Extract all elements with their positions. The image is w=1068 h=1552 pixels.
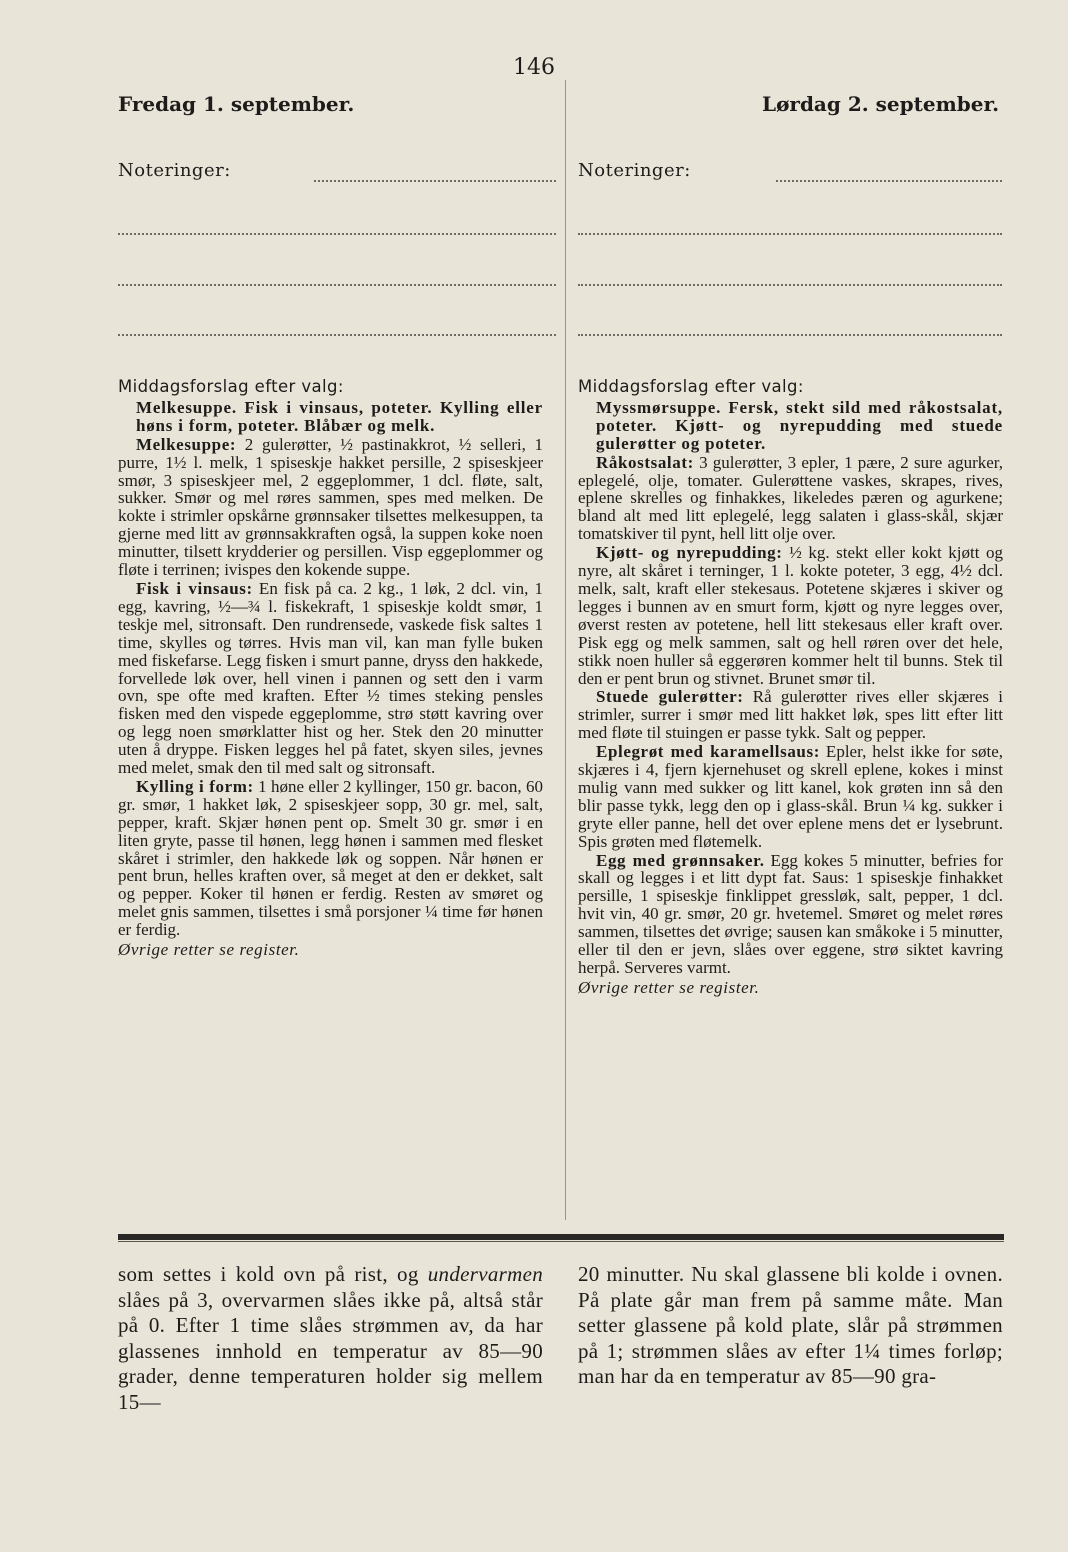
dish-list: Melkesuppe. Fisk i vinsaus, poteter. Kylling eller høns i form, poteter. Blåbær og melk. (136, 397, 543, 435)
recipe-text: 3 gulerøtter, 3 epler, 1 pære, 2 sure agurker, eplegelé, olje, tomater. Gulerøttene vaskes, skrapes, rives, eplene skrelles og finhakkes, likeledes pæren og agurkene; bland alt med litt eplegelé, legg salaten i glass-skål, skjær tomatskiver til pynt, hell litt olje over. (578, 452, 1003, 544)
horizontal-rule (118, 1234, 1004, 1240)
recipe-kylling-i-form (118, 778, 543, 939)
recipe-stuede-gulerotter (578, 688, 1003, 742)
day-title-friday: Fredag 1. september. (118, 92, 355, 116)
recipe-label: Kylling i form: (136, 776, 254, 796)
horizontal-rule-thin (118, 1241, 1004, 1242)
bottom-text-left (118, 1262, 543, 1415)
recipe-text: Epler, helst ikke for søte, skjæres i 4, fjern kjernehuset og skrell eplene, kokes i minst mulig vann med sukker og litt kanel, kok grøten inn så den blir passe tykk, legg den op i glass-skål. Brun ¼ kg. sukker i gryte eller panne, hell det over eplene mens det er lysebrunt. Spis grøten med fløtemelk. (578, 742, 1004, 851)
bottom-right-text: 20 minutter. Nu skal glassene bli kolde i ovnen. På plate går man frem på samme måte. Man setter glassene på kold plate, slår på strømmen på 1; strømmen slåes av efter 1¼ times forløp; man har da en temperatur av 85—90 gra- (578, 1262, 1003, 1388)
recipe-egg-med-gronnsaker (578, 852, 1003, 977)
recipe-rakostsalat (578, 454, 1003, 544)
recipe-label: Egg med grønnsaker. (596, 850, 765, 870)
notes-label: Noteringer: (118, 160, 231, 181)
recipe-label: Råkostsalat: (596, 452, 694, 472)
notes-line (578, 334, 1002, 336)
recipe-text: 2 gulerøtter, ½ pastinakkrot, ½ selleri, 1 purre, 1½ l. melk, 1 spiseskje hakket persille, 2 spiseskjeer smør, 3 spiseskjeer mel, 2 eggeplommer, 1 dcl. fløte, salt, sukker. Smør og mel røres sammen, spes med melken. De kokte i strimler opskårne grønnsaker tilsettes melkesuppen, ta gjerne med litt av grønnsakkraften også, la suppen koke noen minutter, tilsett krydderier og persillen. Visp eggeplommer og fløte i terrinen; ivispes den kokende suppe. (118, 434, 543, 580)
notes-line (776, 180, 1002, 182)
recipe-label: Fisk i vinsaus: (136, 578, 253, 598)
recipe-kjott-og-nyrepudding (578, 544, 1003, 687)
recipe-text: ½ kg. stekt eller kokt kjøtt og nyre, alt skåret i terninger, 1 l. kokte poteter, 3 egg, 4½ dcl. melk, salt, kraft eller stekesaus. Potetene skjæres i skiver og legges i bunnen av en smurt form, kjøtt og nyre legges over, øverst resten av potetene, hell litt stekesaus eller kraft over. Pisk egg og melk sammen, salt og hell røren over det hele, stikk noen huller så eggerøren kommer helt til bunns. Stek til den er pent brun og stivnet. Brunet smør til. (578, 543, 1004, 688)
notes-line (578, 284, 1002, 286)
notes-line (118, 334, 556, 336)
more-dishes-note: Øvrige retter se register. (118, 940, 300, 960)
bottom-text-right (578, 1262, 1003, 1390)
notes-line (314, 180, 556, 182)
notes-section-friday (118, 160, 231, 181)
menu-heading: Middagsforslag efter valg: (578, 377, 804, 396)
recipe-label: Kjøtt- og nyrepudding: (596, 543, 783, 563)
bottom-left-text: slåes på 3, overvarmen slåes ikke på, altså står på 0. Efter 1 time slåes strømmen av, da har glassenes innhold en temperatur av 85—90 grader, denne temperaturen holder sig mellem 15— (118, 1287, 543, 1414)
recipe-eplegrot (578, 743, 1003, 850)
notes-line (118, 233, 556, 235)
notes-line (578, 233, 1002, 235)
menu-section-saturday (578, 378, 1003, 998)
recipe-text: Egg kokes 5 minutter, befries for skall og legges i et litt dypt fat. Saus: 1 spiseskje finhakket persille, 1 spiseskje finklippet gressløk, salt, pepper, 1 dcl. hvit vin, 40 gr. smør, 20 gr. hvetemel. Smøret og melet røres sammen, tilsettes det øvrige; sausen kan småkoke i 5 minutter, eller til den er jevn, slåes over eggene, strø siktet kavring herpå. Serveres varmt. (578, 850, 1003, 977)
dish-list: Myssmørsuppe. Fersk, stekt sild med råkostsalat, poteter. Kjøtt- og nyrepudding med stuede gulerøtter og poteter. (596, 397, 1003, 453)
recipe-text: Rå gulerøtter rives eller skjæres i strimler, surrer i smør med litt hakket løk, spes litt efter litt med fløte til stuingen er passe tykk. Salt og pepper. (578, 687, 1003, 743)
menu-heading: Middagsforslag efter valg: (118, 377, 344, 396)
day-title-saturday: Lørdag 2. september. (762, 92, 1000, 116)
recipe-melkesuppe (118, 436, 543, 579)
page-number: 146 (513, 55, 555, 80)
recipe-text: 1 høne eller 2 kyllinger, 150 gr. bacon, 60 gr. smør, 1 hakket løk, 2 spiseskjeer sopp, 30 gr. mel, salt, pepper, kraft. Skjær hønen pent op. Smelt 30 gr. smør i en liten gryte, passe til hønen, legg hønen i sammen med flesket skåret i strimler, den hakkede løk og soppen. Når hønen er pent brun, helles kraften over, så meget at den er dekket, salt og pepper. Koker til hønen er ferdig. Resten av smøret og melet gnis sammen, tilsettes i små porsjoner ¼ time før hønen er ferdig. (118, 776, 543, 940)
menu-section-friday (118, 378, 543, 960)
recipe-label: Eplegrøt med karamellsaus: (596, 742, 820, 762)
bottom-left-text: som settes i kold ovn på rist, og (118, 1262, 428, 1286)
more-dishes-note: Øvrige retter se register. (578, 977, 760, 997)
recipe-label: Stuede gulerøtter: (596, 687, 744, 707)
bottom-left-emphasis: undervarmen (427, 1262, 543, 1286)
recipe-text: En fisk på ca. 2 kg., 1 løk, 2 dcl. vin, 1 egg, kavring, ½—¾ l. fiskekraft, 1 spiseskje koldt smør, 1 teskje mel, sitronsaft. Den rundrensede, vaskede fisk saltes 1 time, skylles og tørres. Hvis man vil, kan man fylle buken med fiskefarse. Legg fisken i smurt panne, dryss den hakkede, forvellede løk over, hell vinen i pannen og sett den i varm ovn, spe ofte med kraften. Efter ½ times steking pensles fisken med den vispede eggeplomme, strø støtt kavring over og legg noen smørklatter hist og her. Stek den 20 minutter uten å dryppe. Fisken legges hel på fatet, skyen siles, jevnes med melet, smak den til med salt og sitronsaft. (118, 578, 543, 778)
notes-label: Noteringer: (578, 160, 691, 181)
notes-section-saturday (578, 160, 691, 181)
recipe-fisk-i-vinsaus (118, 580, 543, 777)
notes-line (118, 284, 556, 286)
column-divider (565, 80, 566, 1220)
recipe-label: Melkesuppe: (136, 434, 237, 454)
